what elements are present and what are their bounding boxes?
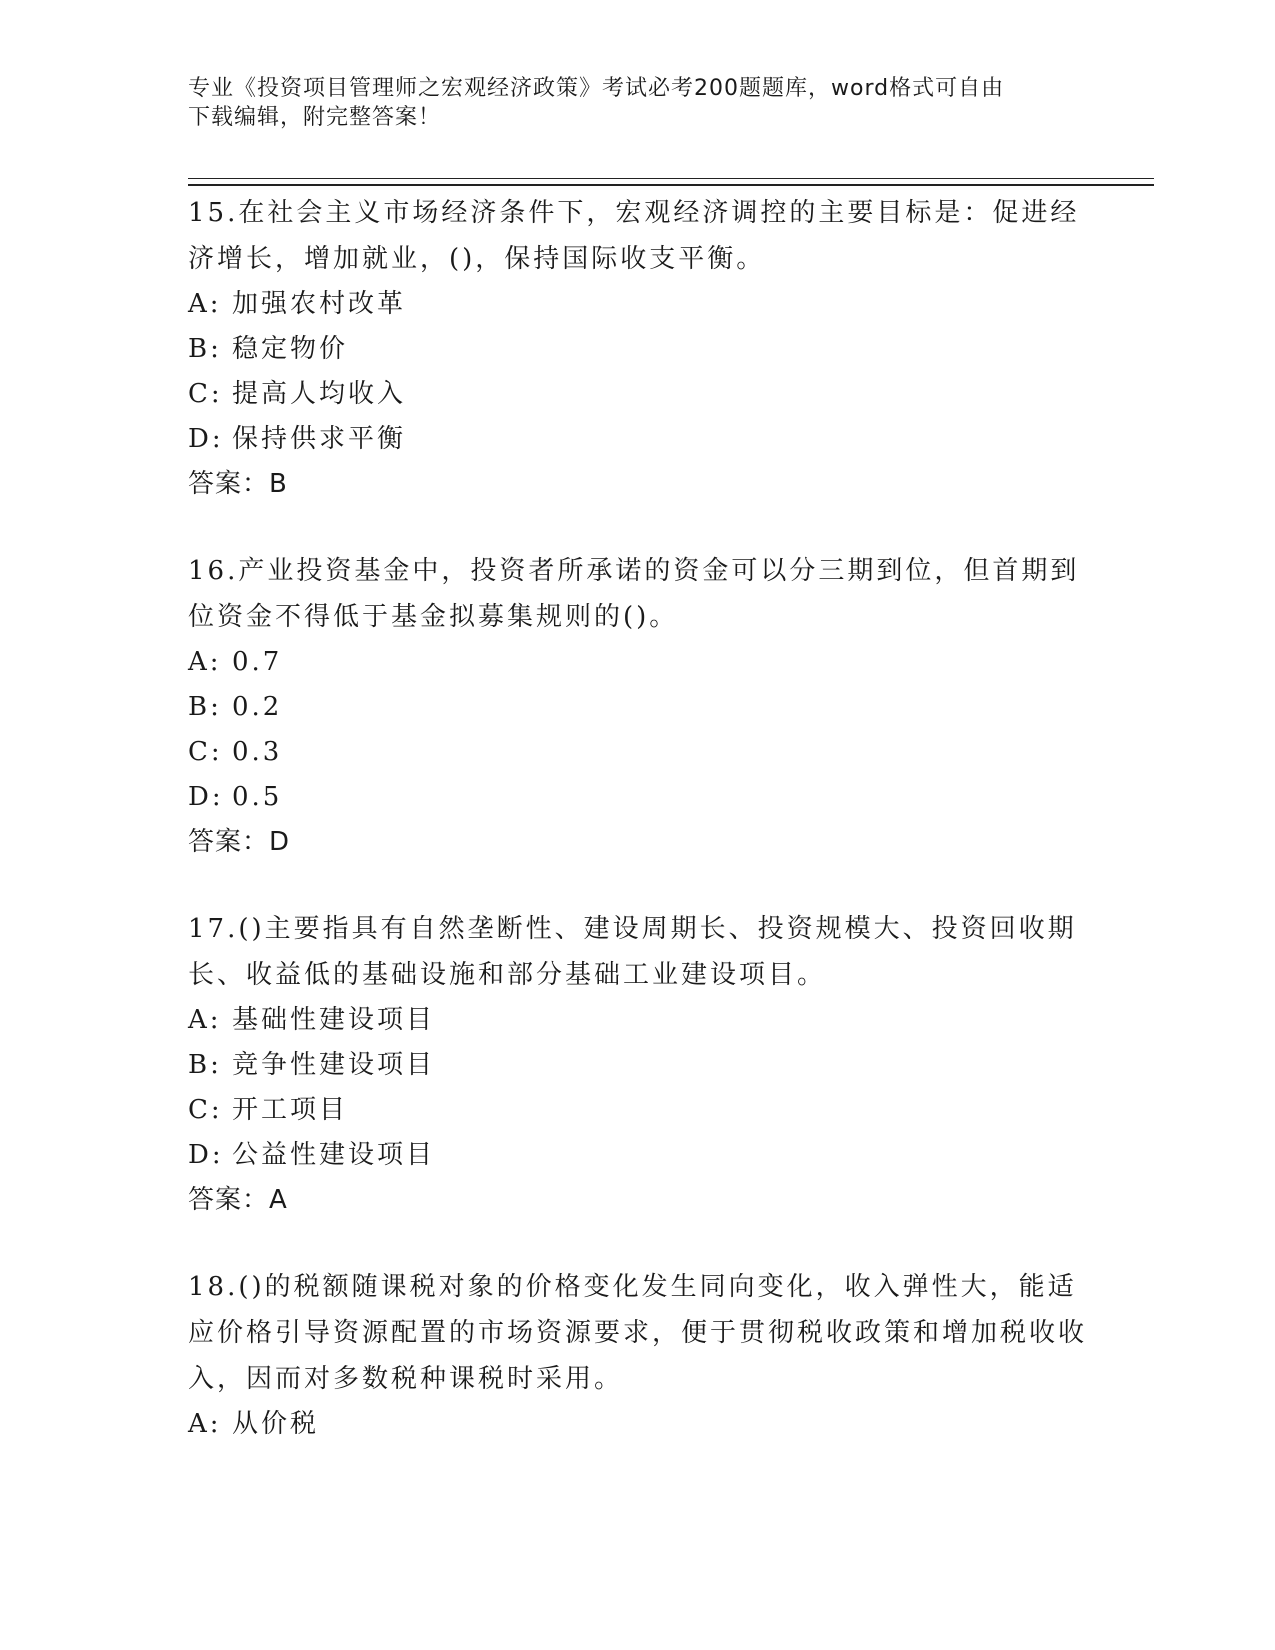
option-d xyxy=(188,775,1088,820)
option-letter: A: xyxy=(188,647,222,677)
answer-label: 答案： xyxy=(188,827,270,857)
header-line-1: 专业《投资项目管理师之宏观经济政策》考试必考200题题库，word格式可自由 xyxy=(188,76,1005,101)
answer-label: 答案： xyxy=(188,469,270,499)
option-letter: C: xyxy=(188,1095,223,1125)
option-text: 开工项目 xyxy=(232,1095,349,1125)
option-c xyxy=(188,1088,1088,1133)
question-18 xyxy=(188,1264,1088,1447)
option-text: 公益性建设项目 xyxy=(232,1140,436,1170)
option-a xyxy=(188,282,1088,327)
question-list xyxy=(188,190,1088,1488)
question-body: ()主要指具有自然垄断性、建设周期长、投资规模大、投资回收期长、收益低的基础设施和部分基础工业建设项目。 xyxy=(188,914,1077,990)
option-text: 0.3 xyxy=(232,737,283,767)
option-letter: D: xyxy=(188,1140,224,1170)
option-text: 稳定物价 xyxy=(232,334,349,364)
option-text: 基础性建设项目 xyxy=(232,1005,436,1035)
question-body: 在社会主义市场经济条件下，宏观经济调控的主要目标是：促进经济增长，增加就业，()，保持国际收支平衡。 xyxy=(188,198,1080,274)
option-b xyxy=(188,685,1088,730)
option-letter: B: xyxy=(188,334,222,364)
question-body: ()的税额随课税对象的价格变化发生同向变化，收入弹性大，能适应价格引导资源配置的市场资源要求，便于贯彻税收政策和增加税收收入，因而对多数税种课税时采用。 xyxy=(188,1272,1088,1394)
question-16 xyxy=(188,548,1088,865)
option-letter: D: xyxy=(188,782,224,812)
question-text xyxy=(188,190,1088,282)
question-number: 18. xyxy=(188,1272,239,1302)
answer-line xyxy=(188,462,1088,507)
question-17 xyxy=(188,906,1088,1223)
answer-line xyxy=(188,820,1088,865)
answer-value: D xyxy=(269,827,291,857)
option-text: 0.5 xyxy=(232,782,283,812)
option-letter: A: xyxy=(188,1409,222,1439)
option-c xyxy=(188,730,1088,775)
answer-value: A xyxy=(269,1185,288,1215)
option-text: 0.7 xyxy=(232,647,283,677)
header-line-2: 下载编辑，附完整答案！ xyxy=(188,105,442,130)
option-a xyxy=(188,1402,1088,1447)
option-c xyxy=(188,372,1088,417)
document-header xyxy=(188,74,1088,132)
question-number: 16. xyxy=(188,556,239,586)
question-text xyxy=(188,1264,1088,1402)
option-b xyxy=(188,1043,1088,1088)
answer-label: 答案： xyxy=(188,1185,270,1215)
option-b xyxy=(188,327,1088,372)
answer-line xyxy=(188,1178,1088,1223)
option-text: 保持供求平衡 xyxy=(232,424,407,454)
question-number: 15. xyxy=(188,198,239,228)
option-letter: A: xyxy=(188,289,222,319)
option-text: 提高人均收入 xyxy=(232,379,407,409)
option-letter: C: xyxy=(188,737,223,767)
question-body: 产业投资基金中，投资者所承诺的资金可以分三期到位，但首期到位资金不得低于基金拟募集规则的()。 xyxy=(188,556,1080,632)
option-d xyxy=(188,1133,1088,1178)
question-number: 17. xyxy=(188,914,239,944)
option-letter: D: xyxy=(188,424,224,454)
question-15 xyxy=(188,190,1088,507)
option-letter: A: xyxy=(188,1005,222,1035)
option-text: 加强农村改革 xyxy=(232,289,407,319)
option-d xyxy=(188,417,1088,462)
option-text: 0.2 xyxy=(232,692,283,722)
question-text xyxy=(188,906,1088,998)
option-letter: C: xyxy=(188,379,223,409)
option-letter: B: xyxy=(188,1050,222,1080)
question-text xyxy=(188,548,1088,640)
option-a xyxy=(188,998,1088,1043)
option-text: 从价税 xyxy=(232,1409,320,1439)
header-divider xyxy=(188,178,1154,186)
option-text: 竞争性建设项目 xyxy=(232,1050,436,1080)
answer-value: B xyxy=(269,469,288,499)
option-a xyxy=(188,640,1088,685)
option-letter: B: xyxy=(188,692,222,722)
